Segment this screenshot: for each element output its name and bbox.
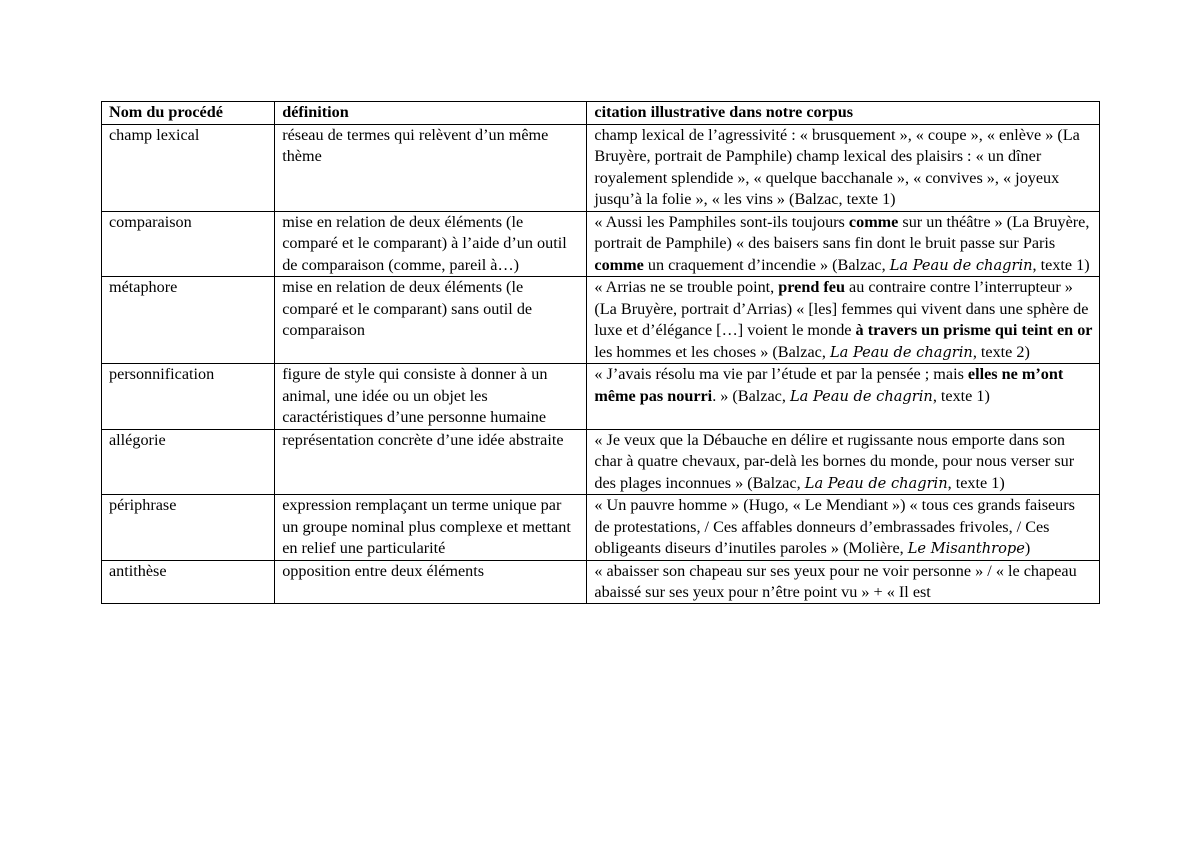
row-name: allégorie: [102, 429, 275, 495]
row-name: antithèse: [102, 560, 275, 603]
table-row: [102, 495, 1100, 561]
header-definition: définition: [275, 102, 587, 125]
row-definition: expression remplaçant un terme unique par un groupe nominal plus complexe et mettant en relief une particularité: [275, 495, 587, 561]
citation-text: « Aussi les Pamphiles sont-ils toujours: [594, 212, 849, 231]
row-definition: réseau de termes qui relèvent d’un même thème: [275, 124, 587, 211]
citation-text: « J’avais résolu ma vie par l’étude et par la pensée ; mais: [594, 365, 968, 383]
citation-text: , texte 1): [932, 386, 990, 405]
citation-text: « Un pauvre homme » (Hugo, « Le Mendiant ») « tous ces grands faiseurs de protestations, / Ces affables donneurs d’embrassades frivoles, / Ces obligeants diseurs d’inutiles paroles » (Molière,: [594, 496, 1075, 557]
citation-emphasis: comme: [594, 255, 644, 274]
citation-emphasis: prend feu: [778, 278, 845, 296]
citation-text: « abaisser son chapeau sur ses yeux pour ne voir personne » / « le chapeau abaissé sur ses yeux pour n’être point vu » + « Il est: [594, 561, 1077, 601]
table-body: [102, 124, 1100, 603]
citation-text: « Je veux que la Débauche en délire et rugissante nous emporte dans son char à quatre chevaux, par-delà les bornes du monde, pour nous verser sur des plages inconnues » (Balzac,: [594, 430, 1075, 492]
table-row: [102, 211, 1100, 277]
row-name: comparaison: [102, 211, 275, 277]
citation-emphasis: à travers un prisme qui teint en or: [855, 321, 1093, 339]
citation-text: « Arrias ne se trouble point,: [594, 278, 779, 296]
citation-text: sur un théâtre » (La Bruyère, portrait de Pamphile) « des baisers sans fin dont le bruit passe sur Paris: [594, 212, 1090, 252]
row-name: champ lexical: [102, 124, 275, 211]
citation-title: La Peau de chagrin: [889, 256, 1033, 274]
citation-text: , texte 2): [972, 342, 1030, 361]
row-name: personnification: [102, 364, 275, 430]
row-name: périphrase: [102, 495, 275, 561]
citation-text: . » (Balzac,: [712, 386, 790, 405]
citation-text: ): [1024, 539, 1031, 557]
row-citation: [587, 495, 1100, 561]
table-row: [102, 560, 1100, 603]
row-citation: [587, 277, 1100, 364]
citation-title: La Peau de chagrin: [829, 343, 973, 361]
citation-text: les hommes et les choses » (Balzac,: [594, 342, 830, 361]
table-header: [102, 102, 1100, 125]
citation-text: , texte 1): [947, 473, 1005, 492]
citation-text: un craquement d’incendie » (Balzac,: [643, 255, 890, 274]
row-definition: figure de style qui consiste à donner à un animal, une idée ou un objet les caractéristiques d’une personne humaine: [275, 364, 587, 430]
header-nom: Nom du procédé: [102, 102, 275, 125]
table-row: [102, 277, 1100, 364]
citation-text: champ lexical de l’agressivité : « brusquement », « coupe », « enlève » (La Bruyère, portrait de Pamphile) champ lexical des plaisirs : « un dîner royalement splendide », « quelque bacchanale », « convives », « joyeux jusqu’à la folie », « les vins » (Balzac, texte 1): [594, 125, 1080, 208]
citation-title: La Peau de chagrin: [804, 474, 948, 492]
citation-clip: [594, 561, 1094, 603]
table-row: [102, 364, 1100, 430]
table-row: [102, 124, 1100, 211]
row-citation: [587, 364, 1100, 430]
table-row: [102, 429, 1100, 495]
row-definition: mise en relation de deux éléments (le comparé et le comparant) sans outil de comparaison: [275, 277, 587, 364]
citation-title: Le Misanthrope: [907, 540, 1025, 557]
citation-text: au contraire contre l’interrupteur » (La Bruyère, portrait d’Arrias) « [les] femmes qui vivent dans une sphère de luxe et d’élégance […] voient le monde: [594, 278, 1089, 339]
row-definition: opposition entre deux éléments: [275, 560, 587, 603]
row-definition: mise en relation de deux éléments (le comparé et le comparant) à l’aide d’un outil de comparaison (comme, pareil à…): [275, 211, 587, 277]
citation-emphasis: comme: [848, 212, 899, 231]
procedes-table: [101, 101, 1100, 604]
row-name: métaphore: [102, 277, 275, 364]
citation-emphasis: elles ne m’ont même pas nourri: [594, 365, 1064, 405]
citation-text: , texte 1): [1032, 255, 1090, 274]
row-citation: [587, 429, 1100, 495]
row-citation: [587, 211, 1100, 277]
row-definition: représentation concrète d’une idée abstraite: [275, 429, 587, 495]
header-row: [102, 102, 1100, 125]
header-citation: citation illustrative dans notre corpus: [587, 102, 1100, 125]
citation-title: La Peau de chagrin: [789, 387, 933, 405]
row-citation: [587, 124, 1100, 211]
row-citation: [587, 560, 1100, 603]
